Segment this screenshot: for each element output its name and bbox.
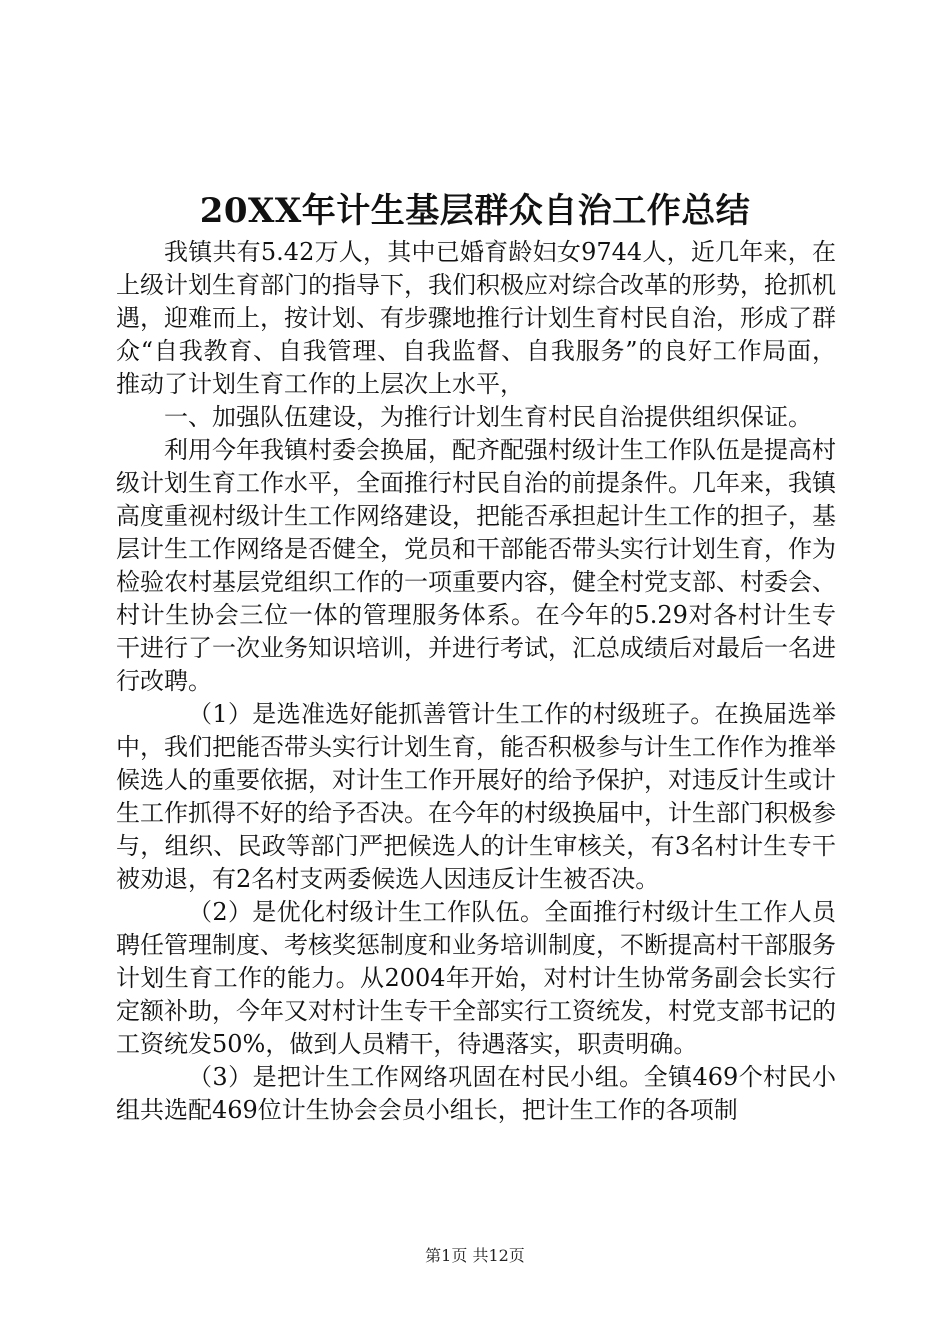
paragraph-team-building: 利用今年我镇村委会换届，配齐配强村级计生工作队伍是提高村级计划生育工作水平，全面推行村民自治的前提条件。几年来，我镇高度重视村级计生工作网络建设，把能否承担起计生工作的担子，基层计生工作网络是否健全，党员和干部能否带头实行计划生育，作为检验农村基层党组织工作的一项重要内容，健全村党支部、村委会、村计生协会三位一体的管理服务体系。在今年的5.29对各村计生专干进行了一次业务知识培训，并进行考试，汇总成绩后对最后一名进行改聘。 — [116, 436, 836, 695]
paragraph-item-1: （1）是选准选好能抓善管计生工作的村级班子。在换届选举中，我们把能否带头实行计划生育，能否积极参与计生工作作为推举候选人的重要依据，对计生工作开展好的给予保护，对违反计生或计生工作抓得不好的给予否决。在今年的村级换届中，计生部门积极参与，组织、民政等部门严把候选人的计生审核关，有3名村计生专干被劝退，有2名村支两委候选人因违反计生被否决。 — [116, 700, 836, 893]
paragraph-item-3: （3）是把计生工作网络巩固在村民小组。全镇469个村民小组共选配469位计生协会会员小组长，把计生工作的各项制 — [116, 1063, 836, 1124]
page-number-footer: 第1页 共12页 — [425, 1246, 525, 1265]
paragraph-intro: 我镇共有5.42万人，其中已婚育龄妇女9744人，近几年来，在上级计划生育部门的指导下，我们积极应对综合改革的形势，抢抓机遇，迎难而上，按计划、有步骤地推行计划生育村民自治，形成了群众“自我教育、自我管理、自我监督、自我服务”的良好工作局面，推动了计划生育工作的上层次上水平， — [116, 238, 836, 398]
document-body — [116, 236, 836, 1127]
document-title: 20XX年计生基层群众自治工作总结 — [199, 191, 751, 231]
paragraph-section-heading: 一、加强队伍建设，为推行计划生育村民自治提供组织保证。 — [164, 403, 812, 431]
paragraph-item-2: （2）是优化村级计生工作队伍。全面推行村级计生工作人员聘任管理制度、考核奖惩制度和业务培训制度，不断提高村干部服务计划生育工作的能力。从2004年开始，对村计生协常务副会长实行定额补助，今年又对村计生专干全部实行工资统发，村党支部书记的工资统发50%，做到人员精干，待遇落实，职责明确。 — [116, 898, 836, 1058]
